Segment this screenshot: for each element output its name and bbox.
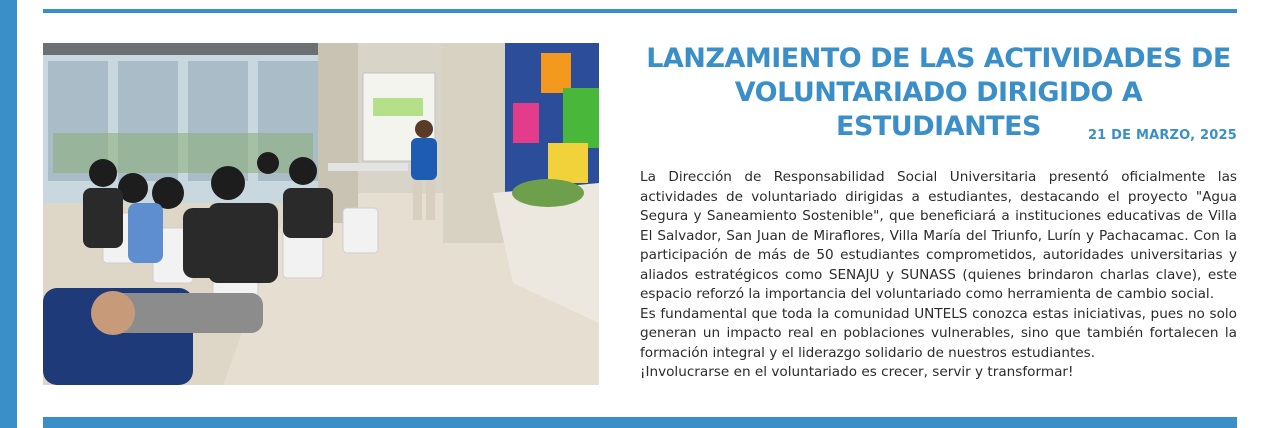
article-title: LANZAMIENTO DE LAS ACTIVIDADES DE VOLUNTARIADO DIRIGIDO A ESTUDIANTES bbox=[646, 43, 1231, 142]
article-date: 21 DE MARZO, 2025 bbox=[1087, 128, 1237, 143]
article-body bbox=[640, 168, 1237, 383]
bottom-accent-bar bbox=[43, 417, 1237, 428]
article-paragraph: Es fundamental que toda la comunidad UNTELS conozca estas iniciativas, pues no solo generan un impacto real en poblaciones vulnerables, sino que también fortalecen la formación integral y el liderazgo solidario de nuestros estudiantes. bbox=[640, 305, 1237, 361]
left-accent-stripe bbox=[0, 0, 17, 428]
article-paragraph: La Dirección de Responsabilidad Social Universitaria presentó oficialmente las actividades de voluntariado dirigidas a estudiantes, destacando el proyecto "Agua Segura y Saneamiento Sostenible", que beneficiará a instituciones educativas de Villa El Salvador, San Juan de Miraflores, Villa María del Triunfo, Lurín y Pachacamac. Con la participación de más de 50 estudiantes comprometidos, autoridades universitarias y aliados estratégicos como SENAJU y SUNASS (quienes brindaron charlas clave), este espacio reforzó la importancia del voluntariado como herramienta de cambio social. bbox=[640, 169, 1237, 302]
top-divider bbox=[43, 9, 1237, 13]
article-paragraph: ¡Involucrarse en el voluntariado es crecer, servir y transformar! bbox=[640, 364, 1074, 380]
event-photo bbox=[43, 43, 599, 385]
